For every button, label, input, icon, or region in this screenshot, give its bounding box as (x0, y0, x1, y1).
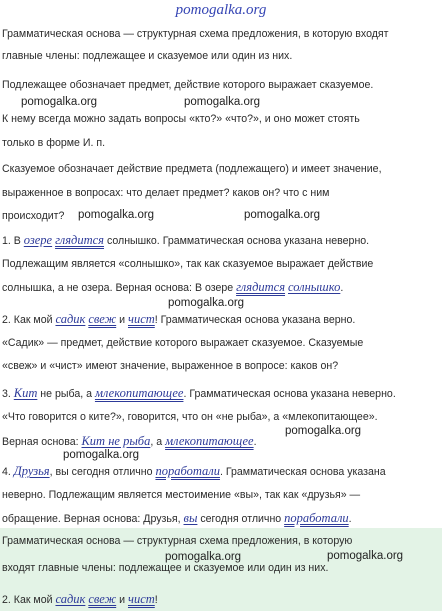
answer-text: и (116, 314, 128, 326)
handwritten-subject: Друзья (13, 464, 50, 478)
watermark: pomogalka.org (285, 425, 362, 437)
predicate-definition-line-1: Сказуемое обозначает действие предмета (подлежащего) и имеет значение, (2, 163, 382, 175)
site-title[interactable]: pomogalka.org (175, 2, 267, 18)
handwritten-predicate: поработали (284, 511, 349, 525)
handwritten-predicate: свеж (88, 592, 117, 606)
handwritten-predicate: чист (127, 592, 155, 606)
answer-text: обращение. Верная основа: Друзья, (2, 513, 184, 525)
answer-text: не рыба, а (37, 388, 95, 400)
watermark: pomogalka.org (244, 209, 321, 221)
repeat-item-line (2, 593, 158, 607)
repeat-line-1: Грамматическая основа — структурная схема предложения, в которую (2, 535, 353, 547)
watermark: pomogalka.org (63, 449, 140, 461)
answer-2-line-3: «свеж» и «чист» имеют значение, выраженное в вопросе: каков он? (2, 360, 339, 372)
answer-text: солнышка, а не озера. Верная основа: В озере (2, 282, 237, 294)
answer-3-line-2: «Что говорится о ките?», говорится, что он «не рыба», а «млекопитающее». (2, 411, 378, 423)
answer-text: . (253, 436, 257, 448)
answer-3-line-1 (2, 387, 396, 401)
answer-text: . Грамматическая основа указана (219, 466, 386, 478)
item-number: 1. В (2, 235, 24, 247)
answer-4-line-1 (2, 465, 386, 479)
item-number: 4. (2, 466, 14, 478)
handwritten-predicate: млекопитающее (94, 386, 184, 400)
watermark: pomogalka.org (78, 209, 155, 221)
watermark: pomogalka.org (168, 297, 245, 309)
subject-definition-line-2: К нему всегда можно задать вопросы «кто?» «что?», и оно может стоять (2, 113, 360, 125)
item-number: 2. Как мой (2, 594, 56, 606)
answer-text: Верная основа: (2, 436, 82, 448)
handwritten-subject: Кит (13, 386, 38, 400)
watermark: pomogalka.org (184, 96, 261, 108)
answer-text: . Грамматическая основа указана неверно. (183, 388, 396, 400)
handwritten-predicate: глядится (55, 233, 104, 247)
answer-1-line-1 (2, 234, 369, 248)
answer-text: , а (150, 436, 166, 448)
answer-text: , вы сегодня отлично (49, 466, 156, 478)
handwritten-predicate: чист (127, 312, 155, 326)
predicate-definition-line-3: происходит? (2, 210, 65, 222)
handwritten-subject: солнышко (287, 280, 341, 294)
answer-2-line-1 (2, 313, 355, 327)
answer-3-line-3 (2, 435, 257, 449)
handwritten-subject: Кит не рыба (81, 434, 151, 448)
answer-1-line-3 (2, 281, 343, 295)
handwritten-subject: озере (23, 233, 53, 247)
answer-text: сегодня отлично (197, 513, 285, 525)
answer-text: . (340, 282, 344, 294)
answer-1-line-2: Подлежащим является «солнышко», так как сказуемое выражает действие (2, 258, 374, 270)
watermark: pomogalka.org (327, 550, 404, 562)
answer-2-line-2: «Садик» — предмет, действие которого выражает сказуемое. Сказуемые (2, 337, 364, 349)
item-number: 2. Как мой (2, 314, 56, 326)
watermark: pomogalka.org (21, 96, 98, 108)
answer-4-line-2: неверно. Подлежащим является местоимение «вы», так как «друзья» — (2, 489, 361, 501)
handwritten-subject: садик (55, 592, 86, 606)
handwritten-subject: вы (183, 511, 198, 525)
subject-definition-line-3: только в форме И. п. (2, 137, 106, 149)
handwritten-predicate: поработали (155, 464, 220, 478)
answer-text: ! (154, 594, 158, 606)
handwritten-predicate: свеж (88, 312, 117, 326)
item-number: 3. (2, 388, 14, 400)
watermark: pomogalka.org (165, 551, 242, 563)
handwritten-predicate: глядится (236, 280, 286, 294)
predicate-definition-line-2: выраженное в вопросах: что делает предмет? каков он? что с ним (2, 187, 330, 199)
basis-definition-line-1: Грамматическая основа — структурная схема предложения, в которую входят (2, 28, 389, 40)
subject-definition-line-1: Подлежащее обозначает предмет, действие которого выражает сказуемое. (2, 79, 374, 91)
handwritten-predicate: млекопитающее (165, 434, 254, 448)
answer-4-line-3 (2, 512, 352, 526)
answer-text: . (348, 513, 352, 525)
repeat-line-2: входят главные члены: подлежащее и сказуемое или один из них. (2, 562, 329, 574)
answer-text: солнышко. Грамматическая основа указана неверно. (104, 235, 370, 247)
handwritten-subject: садик (55, 312, 86, 326)
basis-definition-line-2: главные члены: подлежащее и сказуемое или один из них. (2, 50, 293, 62)
answer-text: ! Грамматическая основа указана верно. (154, 314, 356, 326)
answer-text: и (116, 594, 128, 606)
